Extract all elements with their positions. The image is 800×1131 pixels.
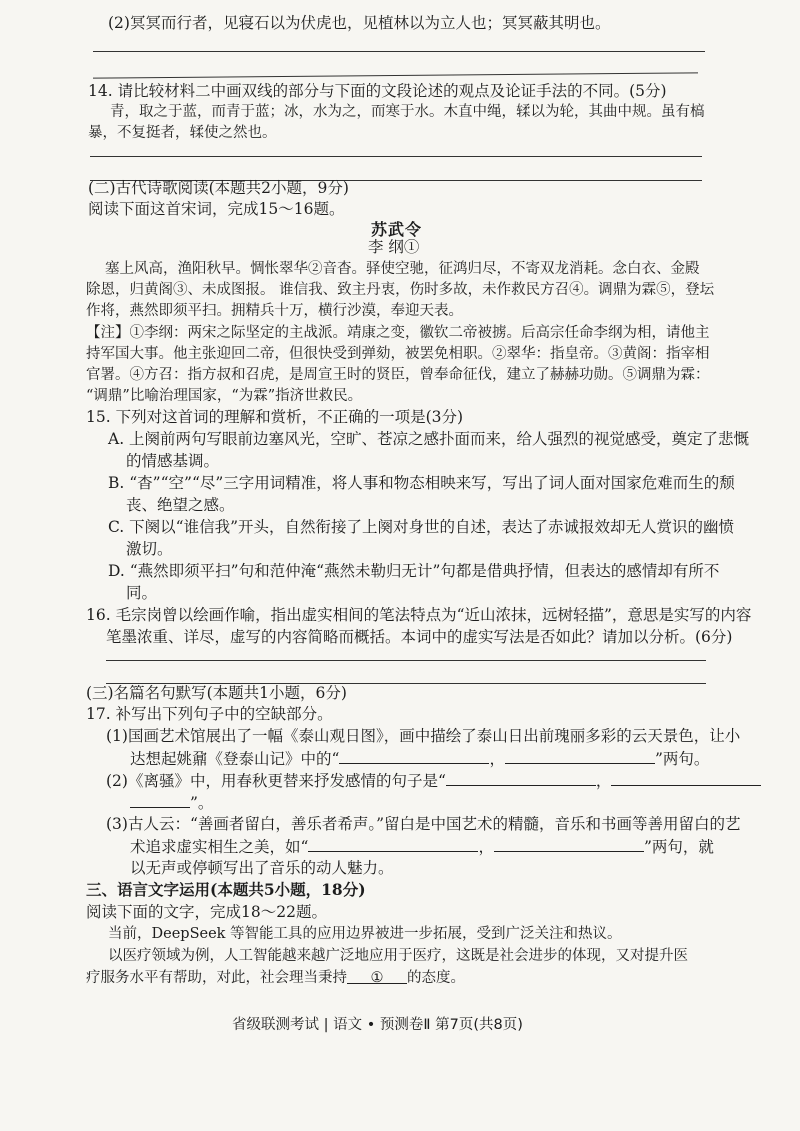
- q17-3-blank-a[interactable]: [308, 835, 478, 852]
- q15-option-c: C. 下阕以“谁信我”开头，自然衔接了上阕对身世的自述，表达了赤诚报效却无人赏识的幽愤: [108, 518, 735, 536]
- q15-option-b-cont: 丧、绝望之感。: [126, 496, 235, 514]
- poem-note: 官署。④方召：指方叔和召虎，是周宣王时的贤臣，曾奉命征伐，建立了赫赫功勋。⑤调鼎为霖：: [86, 367, 710, 383]
- answer-line: [90, 156, 702, 157]
- q14-text-line: 暴，不复挺者，𫐓使之然也。: [88, 125, 277, 141]
- q17-1-mid: ，: [489, 750, 505, 768]
- q17-3-post: ”两句，就: [643, 838, 714, 856]
- q17-1-fill: [130, 747, 709, 770]
- section2-heading: (二)古代诗歌阅读(本题共2小题，9分): [88, 179, 349, 197]
- part3-paragraph: 以医疗领域为例，人工智能越来越广泛地应用于医疗，这既是社会进步的体现，又对提升医: [108, 948, 688, 964]
- q15-option-a: A. 上阕前两句写眼前边塞风光，空旷、苍凉之感扑面而来，给人强烈的视觉感受，奠定了悲慨: [108, 430, 750, 448]
- page-footer: 省级联测考试 | 语文 • 预测卷Ⅱ 第7页(共8页): [232, 1017, 523, 1033]
- poem-line: 塞上风高，渔阳秋早。惆怅翠华②音杳。驿使空驰，征鸿归尽，不寄双龙消耗。念白衣、金殿: [105, 261, 700, 277]
- q15-option-d-cont: 同。: [126, 584, 158, 602]
- poem-note: 持军国大事。他主张迎回二帝，但很快受到弹劾，被罢免相职。②翠华：指皇帝。③黄阁：指宰相: [86, 346, 710, 362]
- q17-3-text: (3)古人云：“善画者留白，善乐者希声。”留白是中国艺术的精髓，音乐和书画等善用留白的艺: [106, 815, 741, 833]
- q17-1-blank-b[interactable]: [505, 747, 655, 764]
- q17-2-mid: ，: [595, 772, 612, 790]
- q17-3-fill: [130, 835, 714, 858]
- q17-2-cont: [130, 791, 213, 814]
- q17-2-pre: (2)《离骚》中，用春秋更替来抒发感情的句子是“: [106, 772, 446, 790]
- q14-prompt: 14. 请比较材料二中画双线的部分与下面的文段论述的观点及论证手法的不同。(5分): [88, 82, 667, 100]
- part3-blank-1[interactable]: ①: [347, 967, 407, 984]
- poem-note: “调鼎”比喻治理国家，“为霖”指济世救民。: [86, 388, 363, 404]
- q15-option-a-cont: 的情感基调。: [126, 452, 220, 470]
- part3-para2-post: 的态度。: [407, 970, 465, 986]
- q16-prompt-cont: 笔墨浓重、详尽，虚写的内容简略而概括。本词中的虚实写法是否如此？请加以分析。(6分): [106, 628, 733, 646]
- poem-author: 李 纲①: [368, 238, 420, 256]
- part3-instruction: 阅读下面的文字，完成18～22题。: [86, 903, 327, 921]
- part3-paragraph-fill: [86, 967, 465, 989]
- poem-line: 除恩，归黄阁③、未成图报。 谁信我、致主丹衷，伤时多故，未作救民方召④。调鼎为霖⑤，登坛: [86, 282, 715, 298]
- q15-prompt: 15. 下列对这首词的理解和赏析，不正确的一项是(3分): [86, 408, 464, 426]
- q17-2-blank-c[interactable]: [130, 791, 190, 808]
- q17-2-end: ”。: [190, 794, 214, 812]
- q17-3-blank-b[interactable]: [494, 835, 644, 852]
- q17-1-blank-a[interactable]: [339, 747, 489, 764]
- q15-option-c-cont: 激切。: [126, 540, 173, 558]
- q17-3-cont: 以无声或停顿写出了音乐的动人魅力。: [130, 859, 394, 877]
- poem-note: 【注】①李纲：两宋之际坚定的主战派。靖康之变，徽钦二帝被掳。后高宗任命李纲为相，请他主: [86, 325, 710, 341]
- q17-3-mid: ，: [478, 838, 494, 856]
- q13-2-text: (2)冥冥而行者，见寝石以为伏虎也，见植林以为立人也；冥冥蔽其明也。: [108, 14, 611, 32]
- section2-instruction: 阅读下面这首宋词，完成15～16题。: [88, 200, 345, 218]
- q17-2-blank-a[interactable]: [446, 769, 596, 786]
- q16-prompt: 16. 毛宗岗曾以绘画作喻，指出虚实相间的笔法特点为“近山浓抹，远树轻描”，意思是实写的内容: [86, 606, 752, 624]
- q17-1-pre: 达想起姚鼐《登泰山记》中的“: [130, 750, 340, 768]
- q17-2-blank-b[interactable]: [611, 769, 761, 786]
- section3-heading: (三)名篇名句默写(本题共1小题，6分): [86, 684, 347, 702]
- q17-prompt: 17. 补写出下列句子中的空缺部分。: [86, 705, 333, 723]
- q17-2-fill: [106, 769, 761, 792]
- answer-line: [93, 51, 705, 52]
- q14-text-line: 青，取之于蓝，而青于蓝；冰，水为之，而寒于水。木直中绳，𫐓以为轮，其曲中规。虽有槁: [110, 104, 705, 120]
- part3-heading: 三、语言文字运用(本题共5小题，18分): [86, 880, 366, 899]
- answer-line: [106, 660, 706, 661]
- q17-1-text: (1)国画艺术馆展出了一幅《泰山观日图》，画中描绘了泰山日出前瑰丽多彩的云天景色，让小: [106, 727, 741, 745]
- q17-3-pre: 术追求虚实相生之美，如“: [130, 838, 309, 856]
- answer-line: [93, 72, 698, 78]
- part3-paragraph: 当前，DeepSeek 等智能工具的应用边界被进一步拓展，受到广泛关注和热议。: [108, 926, 622, 942]
- poem-title: 苏武令: [371, 220, 423, 239]
- part3-para2-pre: 疗服务水平有帮助，对此，社会理当秉持: [86, 970, 347, 986]
- poem-line: 作将，燕然即须平扫。拥精兵十万，横行沙漠，奉迎天表。: [86, 303, 463, 319]
- q15-option-d: D. “燕然即须平扫”句和范仲淹“燕然未勒归无计”句都是借典抒情，但表达的感情却有所不: [108, 562, 720, 580]
- q17-1-post: ”两句。: [654, 750, 710, 768]
- q15-option-b: B. “杳”“空”“尽”三字用词精准，将人事和物态相映来写，写出了词人面对国家危难而生的颓: [108, 474, 735, 492]
